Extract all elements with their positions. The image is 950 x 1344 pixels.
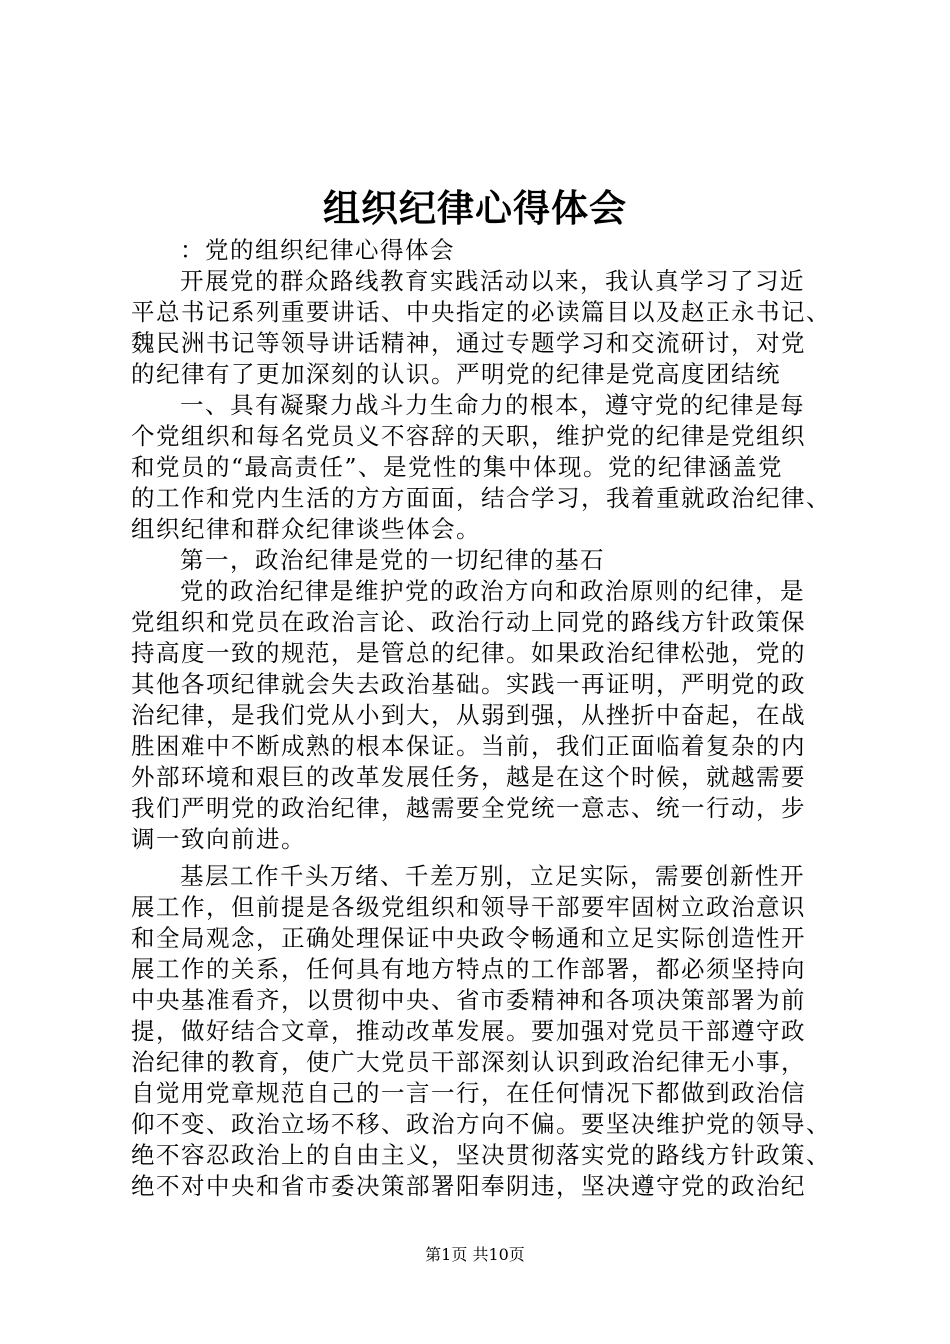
paragraph-line: 展工作，但前提是各级党组织和领导干部要牢固树立政治意识 [131,893,806,921]
paragraph-line: 平总书记系列重要讲话、中央指定的必读篇目以及赵正永书记、 [131,298,831,326]
paragraph-line: 绝不对中央和省市委决策部署阳奉阴违，坚决遵守党的政治纪 [131,1172,806,1200]
paragraph-line: 展工作的关系，任何具有地方特点的工作部署，都必须坚持向 [131,955,806,983]
paragraph-line: 外部环境和艰巨的改革发展任务，越是在这个时候，就越需要 [131,763,806,791]
page-footer: 第1页 共10页 [425,1245,525,1264]
paragraph-line: 党组织和党员在政治言论、政治行动上同党的路线方针政策保 [131,608,806,636]
paragraph-line: 和全局观念，正确处理保证中央政令畅通和立足实际创造性开 [131,924,806,952]
paragraph-line: 持高度一致的规范，是管总的纪律。如果政治纪律松弛，党的 [131,639,806,667]
paragraph-line: 开展党的群众路线教育实践活动以来，我认真学习了习近 [180,267,805,295]
document-body [131,235,833,1202]
paragraph-line: 治纪律，是我们党从小到大，从弱到强，从挫折中奋起，在战 [131,701,806,729]
paragraph-line: 调一致向前进。 [131,825,306,853]
paragraph-line: 其他各项纪律就会失去政治基础。实践一再证明，严明党的政 [131,670,806,698]
document-title: 组织纪律心得体会 [323,186,627,230]
paragraph-line: 的纪律有了更加深刻的认识。严明党的纪律是党高度团结统 [131,360,781,388]
paragraph-line: 自觉用党章规范自己的一言一行，在任何情况下都做到政治信 [131,1079,806,1107]
paragraph-line: 仰不变、政治立场不移、政治方向不偏。要坚决维护党的领导、 [131,1110,831,1138]
paragraph-line: 治纪律的教育，使广大党员干部深刻认识到政治纪律无小事， [131,1048,806,1076]
paragraph-line: 一、具有凝聚力战斗力生命力的根本，遵守党的纪律是每 [180,391,805,419]
paragraph-line: 党的政治纪律是维护党的政治方向和政治原则的纪律，是 [180,577,805,605]
paragraph-line: 我们严明党的政治纪律，越需要全党统一意志、统一行动，步 [131,794,806,822]
paragraph-line: 胜困难中不断成熟的根本保证。当前，我们正面临着复杂的内 [131,732,806,760]
paragraph-line: 个党组织和每名党员义不容辞的天职，维护党的纪律是党组织 [131,422,806,450]
section-heading: 第一，政治纪律是党的一切纪律的基石 [180,546,605,574]
paragraph-line: 中央基准看齐，以贯彻中央、省市委精神和各项决策部署为前 [131,986,806,1014]
paragraph-line: 基层工作千头万绪、千差万别，立足实际，需要创新性开 [180,862,805,890]
subtitle-line: ：党的组织纪律心得体会 [180,236,455,264]
paragraph-line: 的工作和党内生活的方方面面，结合学习，我着重就政治纪律、 [131,484,831,512]
paragraph-line: 魏民洲书记等领导讲话精神，通过专题学习和交流研讨，对党 [131,329,806,357]
paragraph-line: 提，做好结合文章，推动改革发展。要加强对党员干部遵守政 [131,1017,806,1045]
paragraph-line: 绝不容忍政治上的自由主义，坚决贯彻落实党的路线方针政策、 [131,1141,831,1169]
paragraph-line: 和党员的“最高责任”、是党性的集中体现。党的纪律涵盖党 [131,453,784,481]
paragraph-line: 组织纪律和群众纪律谈些体会。 [131,515,481,543]
